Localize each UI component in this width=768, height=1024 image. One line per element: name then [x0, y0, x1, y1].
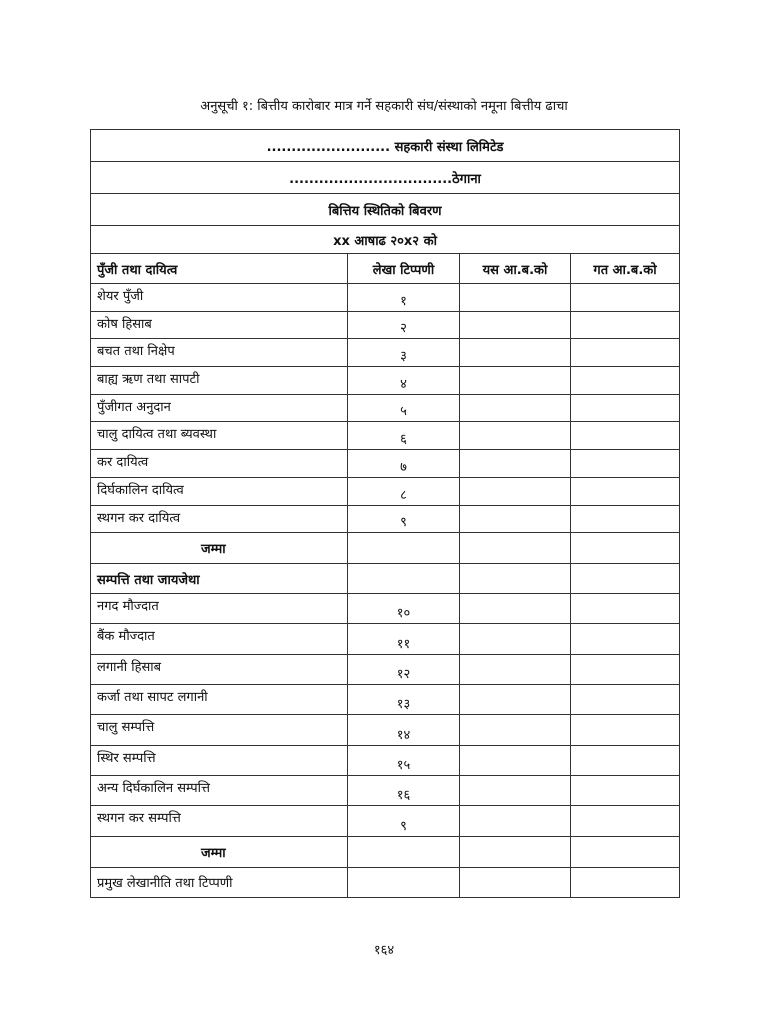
table-row: [91, 394, 680, 422]
cell-empty: [348, 836, 460, 867]
assets-heading-row: [91, 564, 680, 594]
previous-year-cell: [571, 745, 680, 775]
assets-total-label: जम्मा: [91, 836, 348, 867]
row-note: ११: [348, 624, 460, 654]
row-label: नगद मौज्दात: [91, 594, 348, 624]
col-header-current-year: यस आ.ब.को: [460, 254, 571, 284]
table-row: [91, 311, 680, 339]
table-row: [91, 422, 680, 450]
table-row: [91, 367, 680, 395]
row-note: १६: [348, 775, 460, 805]
current-year-cell: [460, 450, 571, 478]
col-header-note: लेखा टिप्पणी: [348, 254, 460, 284]
current-year-cell: [460, 367, 571, 395]
previous-year-cell: [571, 367, 680, 395]
current-year-cell: [460, 715, 571, 745]
cell-empty: [348, 564, 460, 594]
table-row: [91, 284, 680, 312]
previous-year-cell: [571, 806, 680, 836]
row-label: स्थगन कर दायित्व: [91, 505, 348, 533]
row-label: बचत तथा निक्षेप: [91, 339, 348, 367]
assets-total-row: [91, 836, 680, 867]
cell-empty: [571, 533, 680, 564]
accounting-policies-row: [91, 867, 680, 897]
table-row: [91, 745, 680, 775]
row-label: बैंक मौज्दात: [91, 624, 348, 654]
row-label: कर्जा तथा सापट लगानी: [91, 685, 348, 715]
row-note: १४: [348, 715, 460, 745]
row-label: चालु सम्पत्ति: [91, 715, 348, 745]
table-row: [91, 477, 680, 505]
table-row: [91, 806, 680, 836]
row-label: दिर्घकालिन दायित्व: [91, 477, 348, 505]
row-note: ९: [348, 806, 460, 836]
row-note: १५: [348, 745, 460, 775]
current-year-cell: [460, 422, 571, 450]
financial-position-table: [90, 129, 680, 898]
current-year-cell: [460, 477, 571, 505]
row-note: ७: [348, 450, 460, 478]
table-row: [91, 624, 680, 654]
current-year-cell: [460, 654, 571, 684]
current-year-cell: [460, 284, 571, 312]
row-label: शेयर पुँजी: [91, 284, 348, 312]
table-row: [91, 594, 680, 624]
current-year-cell: [460, 311, 571, 339]
row-note: ८: [348, 477, 460, 505]
cell-empty: [571, 564, 680, 594]
table-row: [91, 450, 680, 478]
current-year-cell: [460, 394, 571, 422]
previous-year-cell: [571, 775, 680, 805]
statement-title: बित्तिय स्थितिको बिवरण: [91, 194, 680, 226]
row-label: पुँजीगत अनुदान: [91, 394, 348, 422]
current-year-cell: [460, 685, 571, 715]
current-year-cell: [460, 339, 571, 367]
row-label: चालु दायित्व तथा ब्यवस्था: [91, 422, 348, 450]
row-note: ६: [348, 422, 460, 450]
liabilities-total-label: जम्मा: [91, 533, 348, 564]
org-address: .................................ठेगाना: [91, 162, 680, 194]
current-year-cell: [460, 775, 571, 805]
previous-year-cell: [571, 685, 680, 715]
cell-empty: [348, 867, 460, 897]
address-row: [91, 162, 680, 194]
previous-year-cell: [571, 715, 680, 745]
statement-date: xx आषाढ २०x२ को: [91, 226, 680, 254]
previous-year-cell: [571, 339, 680, 367]
previous-year-cell: [571, 450, 680, 478]
row-label: अन्य दिर्घकालिन सम्पत्ति: [91, 775, 348, 805]
date-row: [91, 226, 680, 254]
current-year-cell: [460, 505, 571, 533]
cell-empty: [571, 867, 680, 897]
row-note: ४: [348, 367, 460, 395]
liabilities-total-row: [91, 533, 680, 564]
col-header-liabilities: पुँजी तथा दायित्व: [91, 254, 348, 284]
row-label: कोष हिसाब: [91, 311, 348, 339]
statement-title-row: [91, 194, 680, 226]
previous-year-cell: [571, 394, 680, 422]
cell-empty: [460, 836, 571, 867]
row-note: १०: [348, 594, 460, 624]
column-header-row: [91, 254, 680, 284]
previous-year-cell: [571, 505, 680, 533]
previous-year-cell: [571, 284, 680, 312]
current-year-cell: [460, 594, 571, 624]
org-name-row: [91, 130, 680, 162]
table-row: [91, 505, 680, 533]
row-note: ३: [348, 339, 460, 367]
org-name: ......................... सहकारी संस्था लिमिटेड: [91, 130, 680, 162]
row-label: लगानी हिसाब: [91, 654, 348, 684]
row-label: स्थिर सम्पत्ति: [91, 745, 348, 775]
table-row: [91, 685, 680, 715]
row-note: ५: [348, 394, 460, 422]
table-row: [91, 775, 680, 805]
schedule-caption: अनुसूची १: बित्तीय कारोबार मात्र गर्ने सहकारी संघ/संस्थाको नमूना बित्तीय ढाचा: [200, 99, 568, 114]
table-row: [91, 654, 680, 684]
assets-heading: सम्पत्ति तथा जायजेथा: [91, 564, 348, 594]
row-note: १२: [348, 654, 460, 684]
row-note: १: [348, 284, 460, 312]
cell-empty: [571, 836, 680, 867]
row-label: कर दायित्व: [91, 450, 348, 478]
previous-year-cell: [571, 422, 680, 450]
cell-empty: [460, 533, 571, 564]
previous-year-cell: [571, 654, 680, 684]
row-note: ९: [348, 505, 460, 533]
col-header-previous-year: गत आ.ब.को: [571, 254, 680, 284]
table-row: [91, 339, 680, 367]
current-year-cell: [460, 745, 571, 775]
accounting-policies-label: प्रमुख लेखानीति तथा टिप्पणी: [91, 867, 348, 897]
previous-year-cell: [571, 477, 680, 505]
table-row: [91, 715, 680, 745]
cell-empty: [460, 867, 571, 897]
previous-year-cell: [571, 311, 680, 339]
row-label: बाह्य ऋण तथा सापटी: [91, 367, 348, 395]
previous-year-cell: [571, 594, 680, 624]
current-year-cell: [460, 806, 571, 836]
row-label: स्थगन कर सम्पत्ति: [91, 806, 348, 836]
cell-empty: [348, 533, 460, 564]
page-number: १६४: [373, 943, 395, 958]
cell-empty: [460, 564, 571, 594]
row-note: १३: [348, 685, 460, 715]
previous-year-cell: [571, 624, 680, 654]
row-note: २: [348, 311, 460, 339]
current-year-cell: [460, 624, 571, 654]
